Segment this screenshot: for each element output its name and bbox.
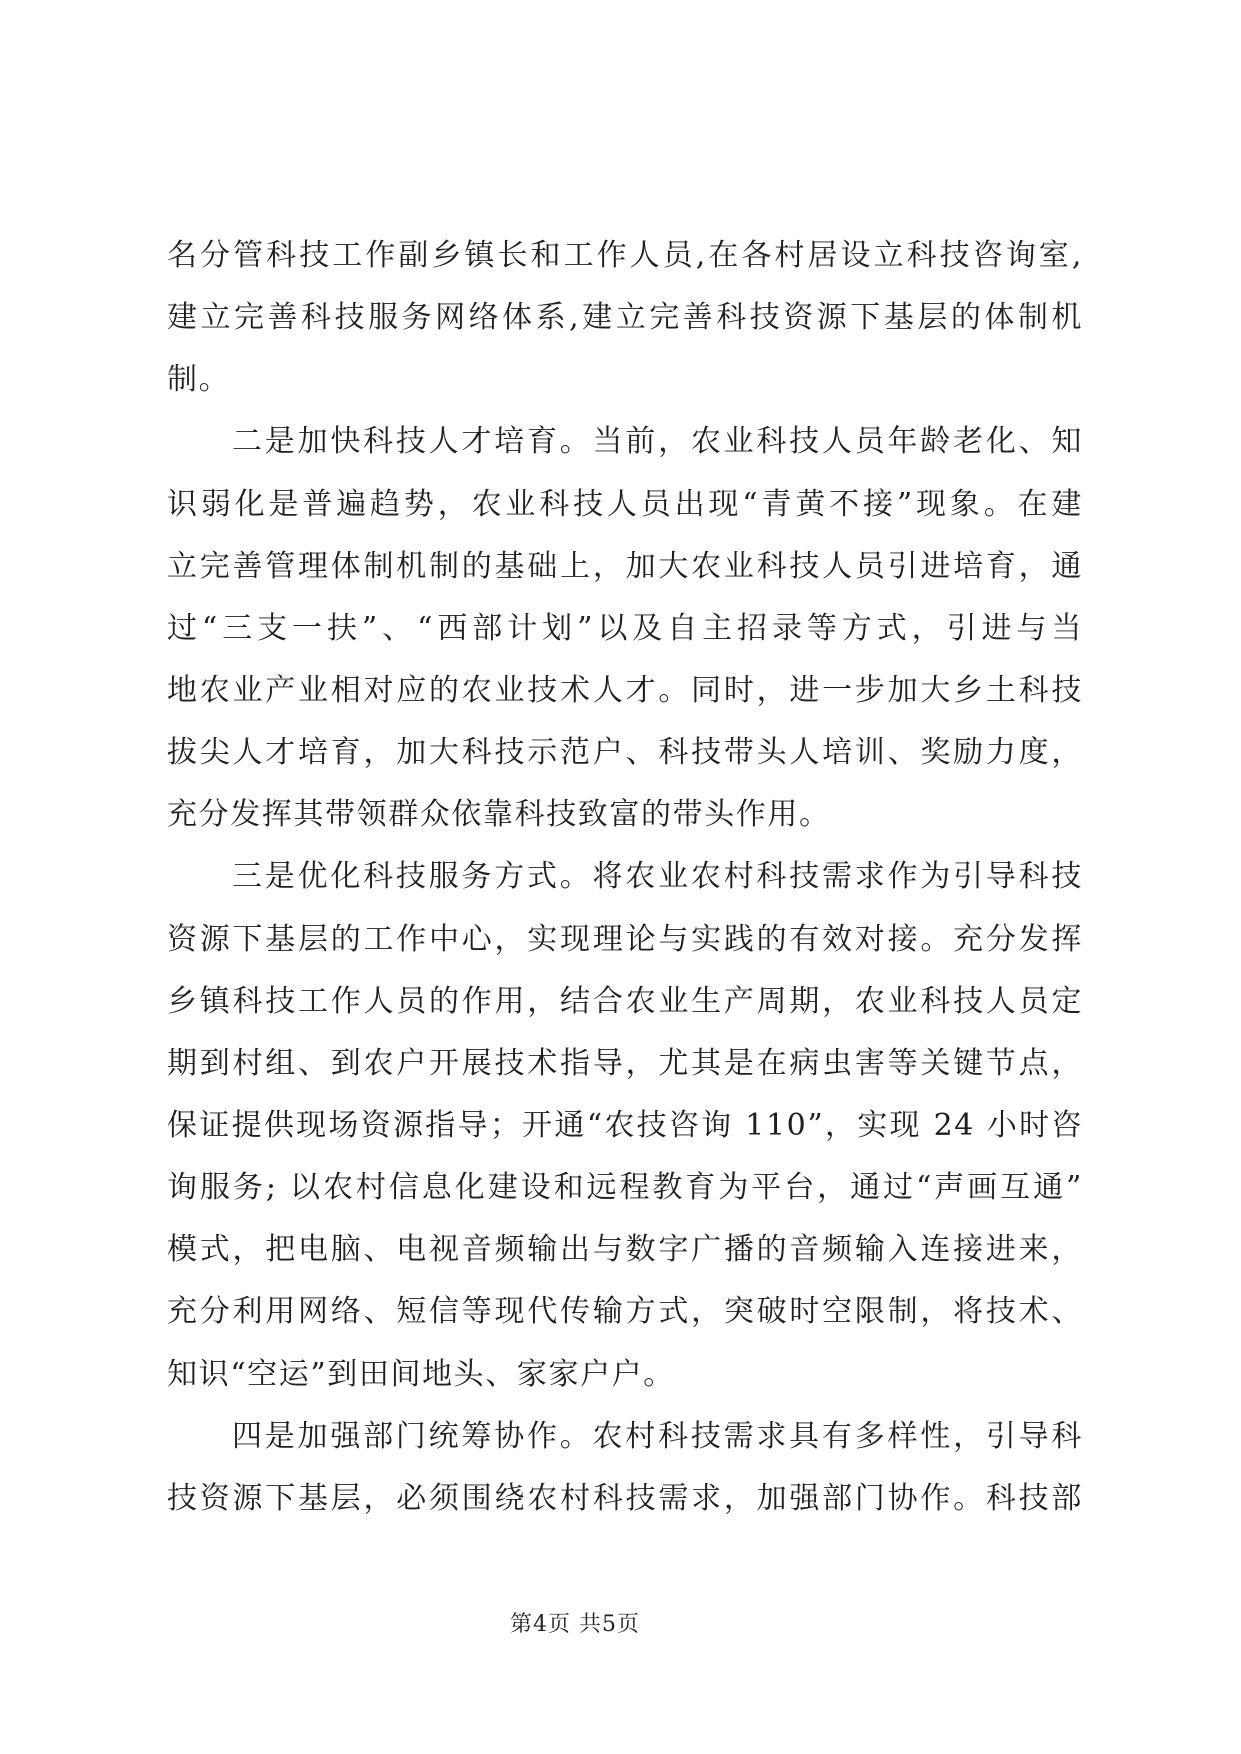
text-line: 过“三支一扶”、“西部计划”以及自主招录等方式，引进与当 [167,610,1083,646]
text-line: 制。 [167,362,231,398]
paragraph-coordination [167,1406,1083,1530]
text-line: 充分利用网络、短信等现代传输方式，突破时空限制，将技术、 [167,1294,1083,1330]
paragraph-continued [167,225,1083,411]
text-line: 模式，把电脑、电视音频输出与数字广播的音频输入连接进来， [167,1232,1083,1268]
text-line: 知识“空运”到田间地头、家家户户。 [167,1356,675,1392]
text-line: 乡镇科技工作人员的作用，结合农业生产周期，农业科技人员定 [167,983,1083,1019]
text-line: 保证提供现场资源指导；开通“农技咨询 110”，实现 24 小时咨 [167,1107,1083,1143]
paragraph-talent-training [167,411,1083,846]
text-line: 建立完善科技服务网络体系,建立完善科技资源下基层的体制机 [167,300,1083,336]
text-line: 期到村组、到农户开展技术指导，尤其是在病虫害等关键节点， [167,1045,1083,1081]
page-number-footer: 第4页 共5页 [510,1612,640,1637]
paragraph-service-methods [167,846,1083,1405]
text-line: 名分管科技工作副乡镇长和工作人员,在各村居设立科技咨询室, [167,238,1083,273]
text-line: 四是加强部门统筹协作。农村科技需求具有多样性，引导科 [232,1418,1083,1454]
text-line: 充分发挥其带领群众依靠科技致富的带头作用。 [167,797,831,833]
document-body [167,225,1083,1530]
text-line: 地农业产业相对应的农业技术人才。同时，进一步加大乡土科技 [167,672,1083,708]
text-line: 询服务; 以农村信息化建设和远程教育为平台，通过“声画互通” [167,1170,1083,1206]
text-line: 二是加快科技人才培育。当前，农业科技人员年龄老化、知 [232,424,1083,460]
text-line: 技资源下基层，必须围绕农村科技需求，加强部门协作。科技部 [167,1480,1083,1516]
text-line: 资源下基层的工作中心，实现理论与实践的有效对接。充分发挥 [167,921,1083,957]
text-line: 三是优化科技服务方式。将农业农村科技需求作为引导科技 [232,859,1083,895]
text-line: 立完善管理体制机制的基础上，加大农业科技人员引进培育，通 [167,548,1083,584]
text-line: 识弱化是普遍趋势，农业科技人员出现“青黄不接”现象。在建 [167,486,1083,522]
text-line: 拔尖人才培育，加大科技示范户、科技带头人培训、奖励力度， [167,735,1083,771]
